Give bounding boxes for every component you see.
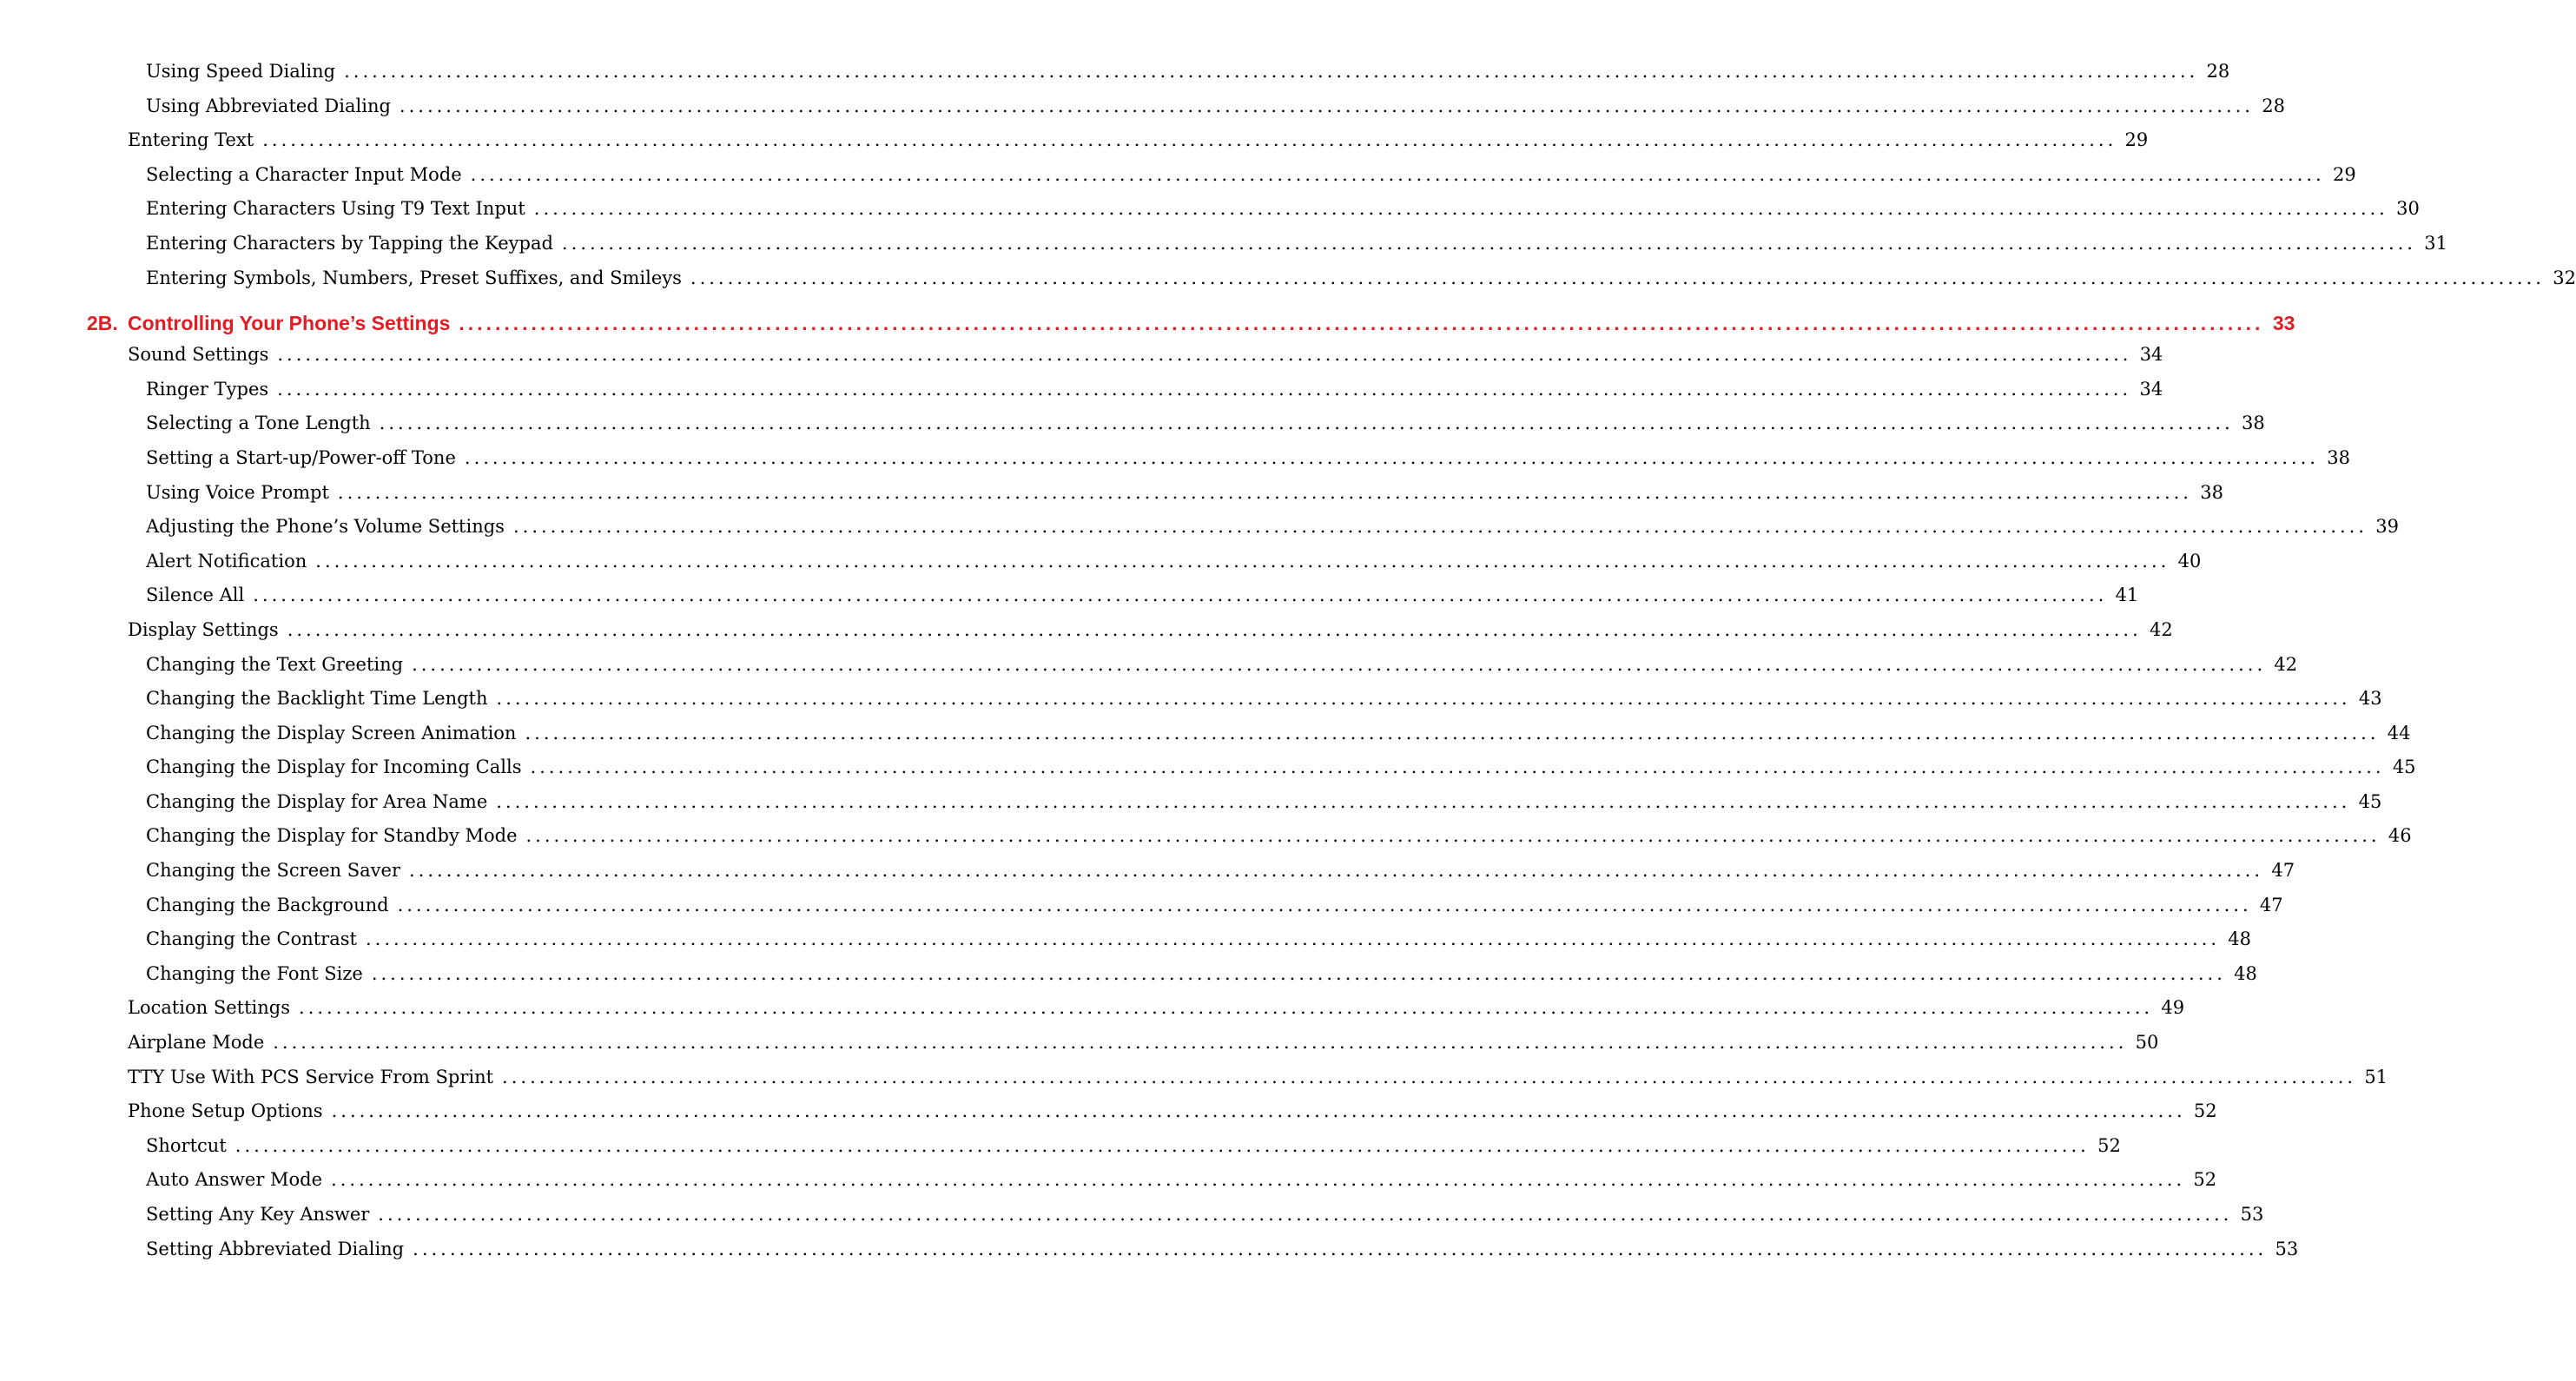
toc-page-number: 28 [2262,95,2285,116]
toc-entry[interactable] [0,378,2163,413]
toc-entry-title: Changing the Text Greeting [146,653,404,675]
toc-entry-title: Location Settings [128,997,291,1019]
toc-entry-title: Using Speed Dialing [146,61,336,82]
toc-dot-leader: ........................................................................................................................................................................................................ [273,1032,2128,1054]
toc-page-number: 39 [2375,516,2400,538]
toc-chapter-number: 2B. [87,312,118,335]
toc-dot-leader: ........................................................................................................................................................................................................ [277,378,2132,400]
toc-entry-title: Ringer Types [146,378,269,400]
toc-entry-title: Changing the Display Screen Animation [146,722,517,743]
toc-entry[interactable] [0,1238,2299,1273]
toc-entry-title: Changing the Font Size [146,962,363,984]
toc-dot-leader: ........................................................................................................................................................................................................ [690,267,2545,288]
toc-page-number: 30 [2396,198,2420,220]
toc-entry[interactable] [0,997,2185,1032]
toc-entry[interactable] [0,1134,2121,1170]
toc-page-number: 49 [2161,997,2185,1019]
toc-entry[interactable] [0,653,2298,689]
toc-entry-title: Sound Settings [128,344,269,366]
toc-dot-leader: ........................................................................................................................................................................................................ [234,1134,2090,1156]
toc-page-number: 53 [2240,1204,2264,1225]
toc-page-number: 28 [2206,61,2230,82]
toc-entry-title: Changing the Background [146,894,389,915]
toc-entry[interactable] [0,1204,2264,1239]
toc-page-number: 44 [2387,722,2411,743]
toc-entry-title: Selecting a Tone Length [146,413,371,434]
toc-dot-leader: ........................................................................................................................................................................................................ [315,550,2170,572]
toc-entry[interactable] [0,61,2230,96]
toc-entry-title: Setting Abbreviated Dialing [146,1238,405,1259]
toc-entry[interactable] [0,95,2285,130]
toc-page-number: 42 [2150,618,2173,640]
toc-entry-title: Changing the Screen Saver [146,860,400,882]
toc-entry-title: Changing the Backlight Time Length [146,688,488,710]
toc-entry[interactable] [0,413,2265,447]
toc-entry-title: TTY Use With PCS Service From Sprint [128,1066,494,1087]
toc-dot-leader: ........................................................................................................................................................................................................ [525,825,2381,847]
toc-page-number: 43 [2358,688,2382,710]
toc-entry-title: Using Voice Prompt [146,481,329,503]
toc-entry[interactable] [0,825,2412,860]
toc-entry[interactable] [0,585,2139,619]
toc-entry-title: Adjusting the Phone’s Volume Settings [146,516,505,538]
toc-entry[interactable] [0,1066,2388,1101]
toc-entry[interactable] [0,894,2283,929]
toc-entry[interactable] [0,1032,2159,1067]
toc-page-number: 38 [2327,446,2350,468]
toc-page-number: 52 [2193,1169,2217,1191]
toc-dot-leader: ........................................................................................................................................................................................................ [459,312,2264,335]
toc-entry-title: Auto Answer Mode [146,1169,323,1191]
toc-page-number: 48 [2228,928,2252,950]
toc-entry[interactable] [0,860,2295,895]
toc-page-number: 46 [2388,825,2412,847]
toc-dot-leader: ........................................................................................................................................................................................................ [331,1100,2186,1122]
toc-entry-title: Entering Text [128,129,254,151]
toc-dot-leader: ........................................................................................................................................................................................................ [344,61,2199,82]
toc-dot-leader: ........................................................................................................................................................................................................ [561,232,2416,254]
toc-entry-title: Changing the Display for Incoming Calls [146,757,522,778]
toc-dot-leader: ........................................................................................................................................................................................................ [496,688,2351,710]
toc-entry[interactable] [0,267,2576,302]
toc-entry[interactable] [0,163,2356,199]
toc-dot-leader: ........................................................................................................................................................................................................ [379,413,2234,434]
toc-entry[interactable] [0,688,2382,723]
toc-entry-title: Entering Symbols, Numbers, Preset Suffixes, and Smileys [146,267,682,288]
toc-dot-leader: ........................................................................................................................................................................................................ [365,928,2221,950]
toc-page-number: 45 [2358,790,2382,812]
toc-page-number: 51 [2364,1066,2388,1087]
toc-page-number: 42 [2274,653,2298,675]
toc-entry[interactable] [0,198,2420,233]
toc-dot-leader: ........................................................................................................................................................................................................ [412,653,2267,675]
toc-entry-title: Shortcut [146,1134,227,1156]
toc-entry-title: Phone Setup Options [128,1100,323,1122]
toc-dot-leader: ........................................................................................................................................................................................................ [253,585,2108,606]
toc-entry[interactable] [0,481,2223,517]
toc-page-number: 41 [2115,585,2139,606]
toc-chapter-heading[interactable] [0,303,2295,344]
toc-page-number: 45 [2392,757,2416,778]
toc-dot-leader: ........................................................................................................................................................................................................ [409,860,2264,882]
toc-entry[interactable] [0,446,2350,482]
toc-dot-leader: ........................................................................................................................................................................................................ [502,1066,2357,1087]
toc-page-number: 53 [2275,1238,2299,1259]
toc-entry-title: Changing the Display for Standby Mode [146,825,518,847]
toc-dot-leader: ........................................................................................................................................................................................................ [378,1204,2233,1225]
toc-entry-title: Setting Any Key Answer [146,1204,370,1225]
toc-page-number: 48 [2234,962,2257,984]
toc-entry[interactable] [0,1100,2217,1135]
toc-dot-leader: ........................................................................................................................................................................................................ [287,618,2142,640]
toc-dot-leader: ........................................................................................................................................................................................................ [299,997,2154,1019]
toc-dot-leader: ........................................................................................................................................................................................................ [413,1238,2268,1259]
toc-entry-title: Changing the Contrast [146,928,357,950]
toc-dot-leader: ........................................................................................................................................................................................................ [464,446,2319,468]
toc-dot-leader: ........................................................................................................................................................................................................ [525,722,2380,743]
toc-page-number: 31 [2424,232,2447,254]
toc-dot-leader: ........................................................................................................................................................................................................ [530,757,2385,778]
toc-entry[interactable] [0,1169,2217,1204]
toc-entry-title: Selecting a Character Input Mode [146,163,462,185]
toc-entry[interactable] [0,928,2252,963]
toc-dot-leader: ........................................................................................................................................................................................................ [337,481,2192,503]
table-of-contents [0,61,2576,1272]
toc-page-number: 38 [2242,413,2265,434]
toc-dot-leader: ........................................................................................................................................................................................................ [496,790,2351,812]
toc-page-number: 52 [2193,1100,2217,1122]
toc-dot-leader: ........................................................................................................................................................................................................ [512,516,2368,538]
toc-entry[interactable] [0,550,2202,585]
toc-page-number: 29 [2124,129,2149,151]
toc-entry-title: Setting a Start-up/Power-off Tone [146,446,456,468]
toc-entry[interactable] [0,516,2400,551]
toc-entry[interactable] [0,757,2416,791]
toc-page-number: 47 [2259,894,2283,915]
toc-entry[interactable] [0,722,2411,757]
toc-entry[interactable] [0,790,2382,826]
toc-page-number: 34 [2139,378,2163,400]
toc-entry[interactable] [0,129,2149,164]
toc-dot-leader: ........................................................................................................................................................................................................ [397,894,2252,915]
toc-page-number: 47 [2271,860,2295,882]
toc-page-number: 32 [2553,267,2576,288]
toc-entry-title: Alert Notification [146,550,307,572]
toc-entry-title: Silence All [146,585,245,606]
toc-entry-title: Controlling Your Phone’s Settings [128,312,451,335]
toc-entry-title: Entering Characters Using T9 Text Input [146,198,525,220]
toc-page-number: 50 [2135,1032,2159,1054]
toc-dot-leader: ........................................................................................................................................................................................................ [277,344,2132,366]
toc-entry-title: Display Settings [128,618,279,640]
toc-entry-title: Airplane Mode [128,1032,265,1054]
toc-entry-title: Changing the Display for Area Name [146,790,488,812]
toc-dot-leader: ........................................................................................................................................................................................................ [470,163,2325,185]
toc-page-number: 52 [2097,1134,2121,1156]
toc-entry[interactable] [0,962,2257,998]
toc-dot-leader: ........................................................................................................................................................................................................ [371,962,2226,984]
toc-entry[interactable] [0,344,2163,379]
toc-entry[interactable] [0,618,2173,654]
toc-entry-title: Using Abbreviated Dialing [146,95,391,116]
toc-page-number: 33 [2272,312,2295,335]
toc-page-number: 40 [2177,550,2202,572]
toc-dot-leader: ........................................................................................................................................................................................................ [399,95,2254,116]
toc-dot-leader: ........................................................................................................................................................................................................ [262,129,2117,151]
toc-dot-leader: ........................................................................................................................................................................................................ [331,1169,2186,1191]
toc-entry-title: Entering Characters by Tapping the Keypad [146,232,553,254]
toc-page-number: 34 [2139,344,2163,366]
toc-page-number: 38 [2200,481,2223,503]
toc-dot-leader: ........................................................................................................................................................................................................ [533,198,2388,220]
toc-page-number: 29 [2332,163,2356,185]
toc-entry[interactable] [0,232,2447,268]
